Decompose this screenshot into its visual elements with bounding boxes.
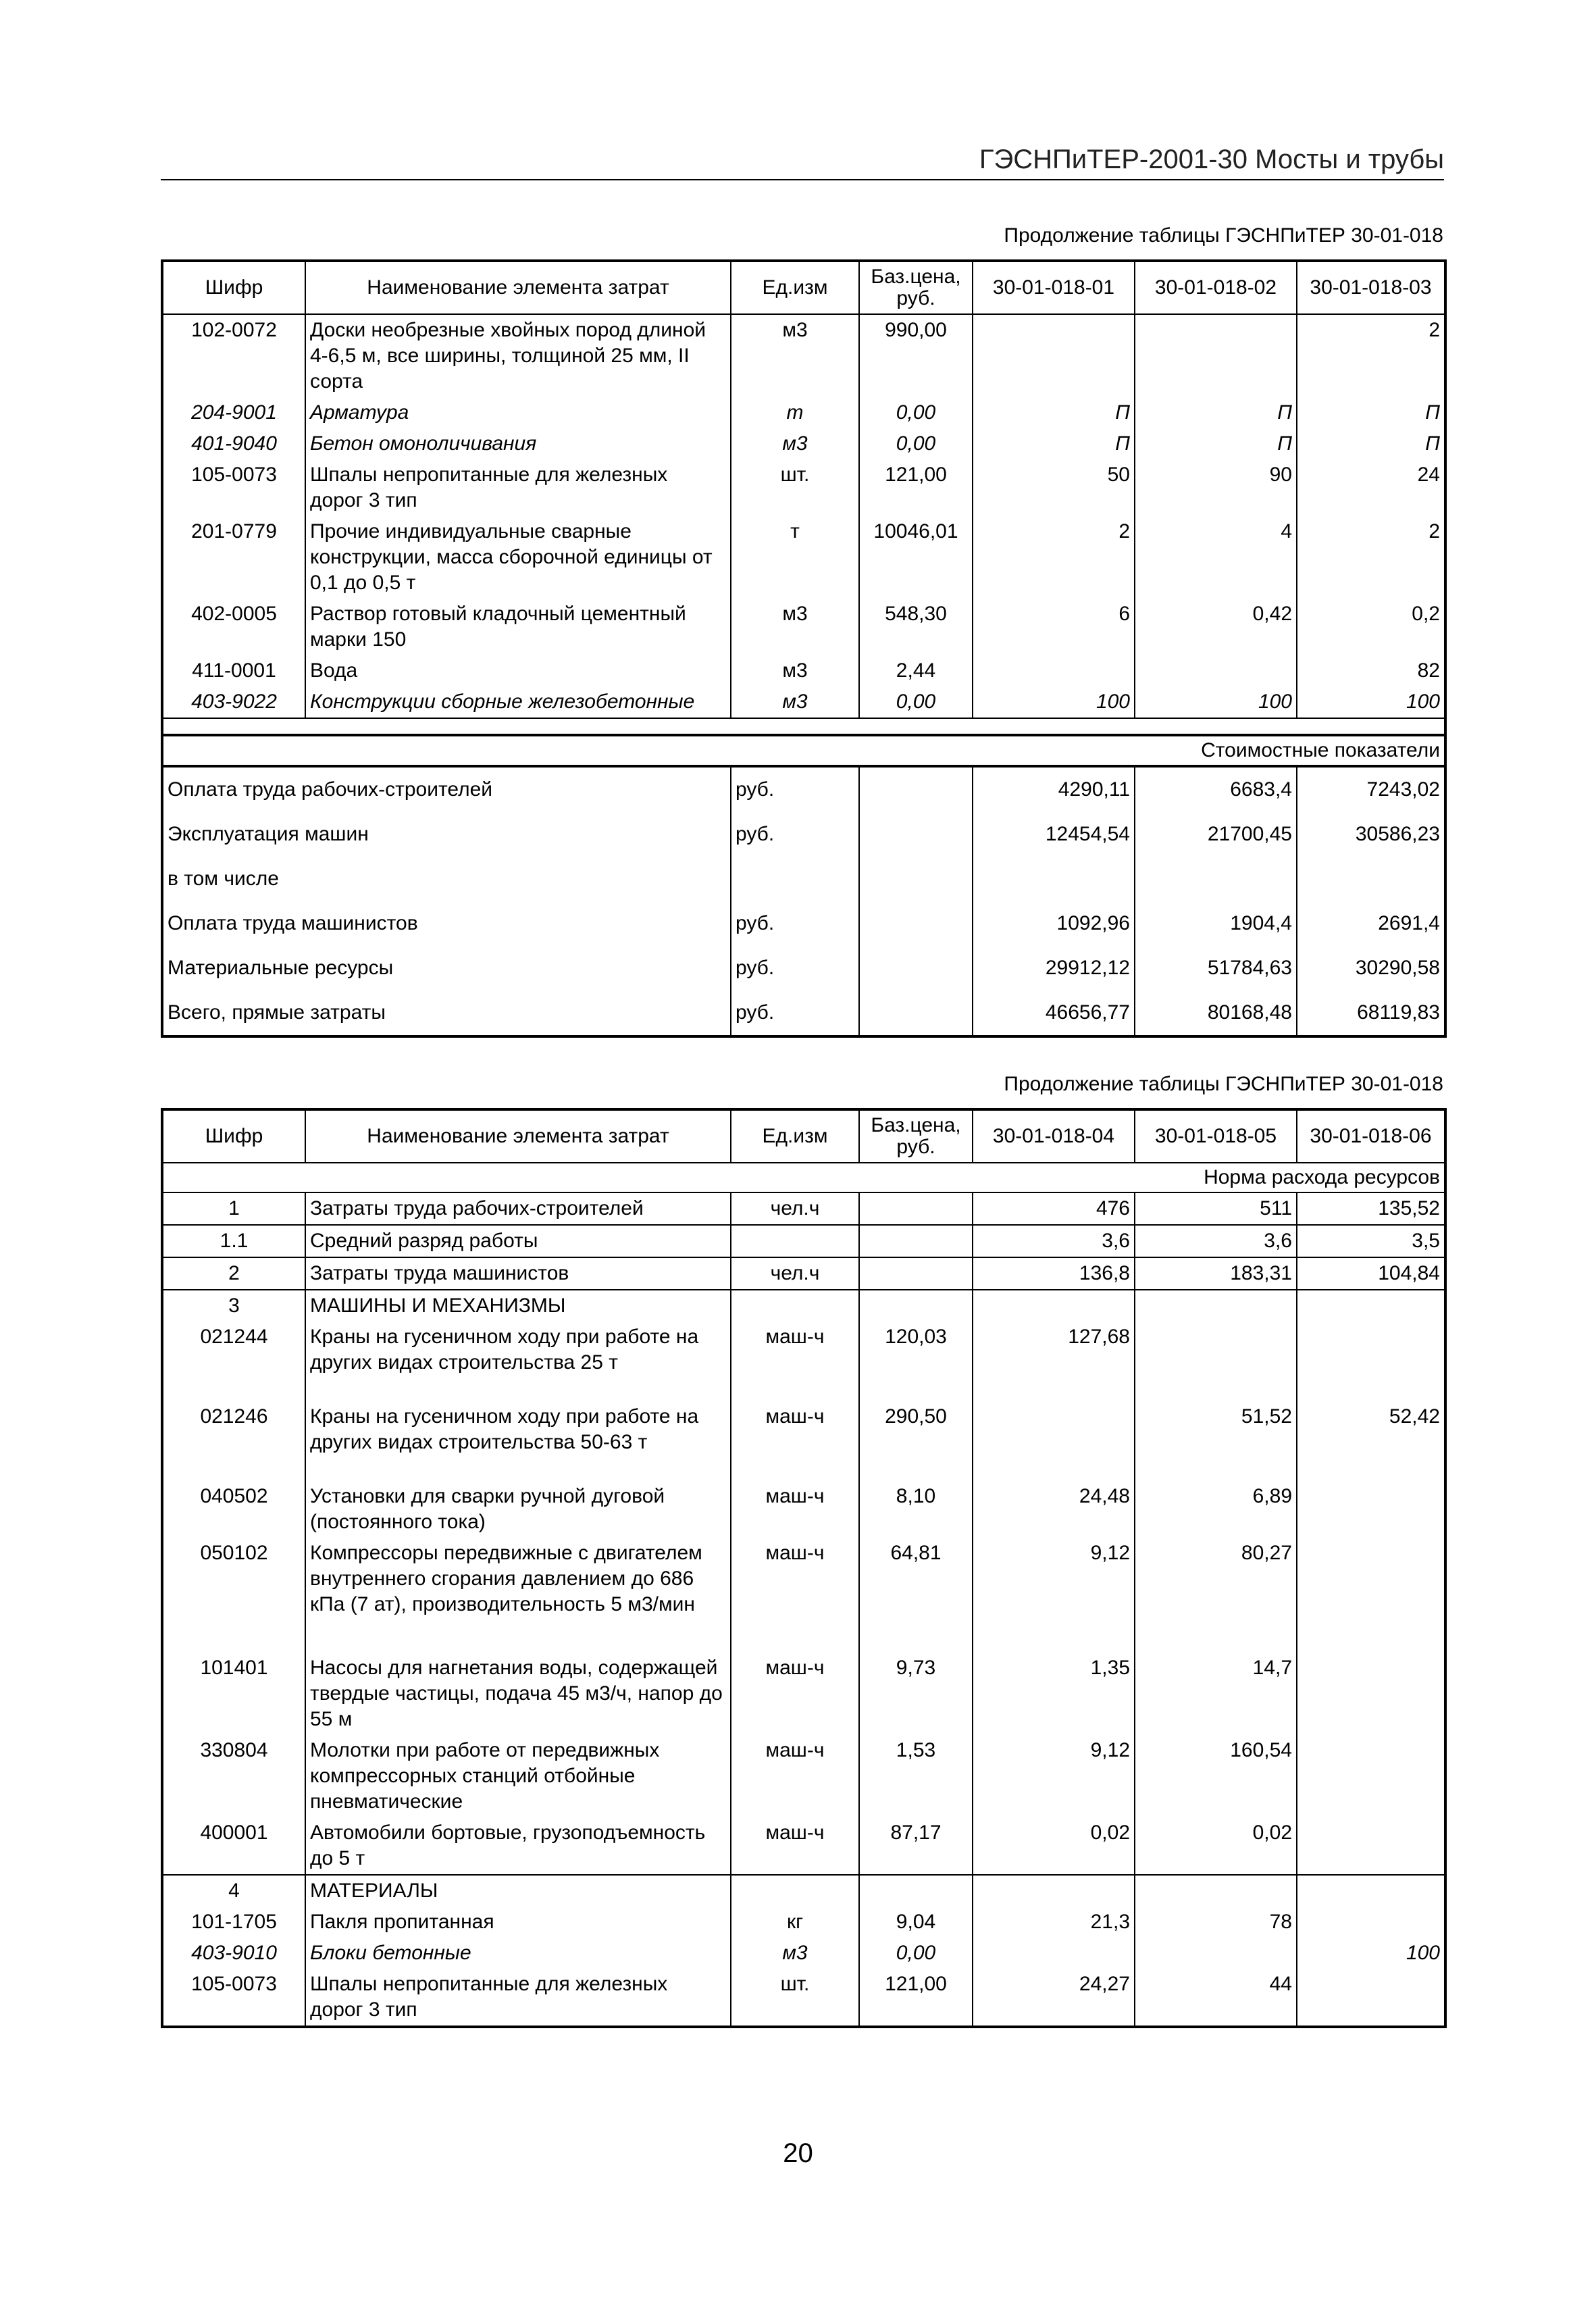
cell-v3: П	[1297, 428, 1445, 459]
cell-v2: 0,42	[1135, 599, 1297, 655]
cost-unit: руб.	[731, 901, 859, 946]
cell-unit	[731, 1225, 859, 1257]
cell-v1: П	[973, 428, 1135, 459]
cost-v1	[973, 857, 1135, 901]
cost-v2: 1904,4	[1135, 901, 1297, 946]
cell-code: 101-1705	[162, 1907, 305, 1938]
material-row	[162, 1938, 1445, 1969]
section-row-materials	[162, 1875, 1445, 1907]
cell-name: Конструкции сборные железобетонные	[305, 686, 731, 718]
cell-price: 290,50	[859, 1401, 973, 1481]
table-row	[162, 655, 1445, 686]
cell-v3	[1297, 1538, 1445, 1653]
cell-v1: 2	[973, 516, 1135, 599]
cell-code: 403-9022	[162, 686, 305, 718]
cell-v2: 100	[1135, 686, 1297, 718]
cost-label: в том числе	[168, 867, 279, 890]
cell-name: Компрессоры передвижные с двигателем внутреннего сгорания давлением до 686 кПа (7 ат), производительность 5 м3/мин	[305, 1538, 731, 1653]
cost-v2: 51784,63	[1135, 946, 1297, 990]
cell-price: 1,53	[859, 1735, 973, 1817]
cell-unit: кг	[731, 1907, 859, 1938]
cell-v1: 476	[973, 1192, 1135, 1225]
cell-v1: 24,48	[973, 1481, 1135, 1538]
cost-unit: руб.	[731, 812, 859, 857]
cost-row	[162, 901, 1445, 946]
cell-code: 400001	[162, 1817, 305, 1875]
cell-v3: 104,84	[1297, 1257, 1445, 1290]
cell-price: 64,81	[859, 1538, 973, 1653]
cell-v1: 9,12	[973, 1735, 1135, 1817]
cost-price-empty	[859, 857, 973, 901]
cell-name: Установки для сварки ручной дуговой (постоянного тока)	[305, 1481, 731, 1538]
cell-price: 990,00	[859, 314, 973, 397]
cell-unit: м3	[731, 599, 859, 655]
cell-v3: 135,52	[1297, 1192, 1445, 1225]
col-price: Баз.цена, руб.	[859, 261, 973, 314]
cost-indicators-caption: Стоимостные показатели	[162, 735, 1445, 766]
cost-v3: 68119,83	[1297, 990, 1445, 1036]
cell-unit: маш-ч	[731, 1653, 859, 1735]
table-row	[162, 686, 1445, 718]
cell-v2: П	[1135, 397, 1297, 428]
cell-unit: маш-ч	[731, 1401, 859, 1481]
cost-v1: 46656,77	[973, 990, 1135, 1036]
cell-name: Прочие индивидуальные сварные конструкции, масса сборочной единицы от 0,1 до 0,5 т	[305, 516, 731, 599]
machine-row	[162, 1735, 1445, 1817]
spacer-row	[162, 718, 1445, 735]
col-unit: Ед.изм	[731, 1109, 859, 1163]
cell-price	[859, 1192, 973, 1225]
col-name: Наименование элемента затрат	[305, 261, 731, 314]
cell-price: 2,44	[859, 655, 973, 686]
col-code: Шифр	[162, 261, 305, 314]
cell-v2	[1135, 314, 1297, 397]
cell-unit: м3	[731, 314, 859, 397]
cell-price: 8,10	[859, 1481, 973, 1538]
cost-label: Эксплуатация машин	[168, 823, 369, 845]
cell-name: Автомобили бортовые, грузоподъемность до 5 т	[305, 1817, 731, 1875]
table2-caption: Продолжение таблицы ГЭСНПиТЕР 30-01-018	[1004, 1073, 1443, 1095]
cost-price-empty	[859, 901, 973, 946]
cell-v1: 21,3	[973, 1907, 1135, 1938]
cell-code: 105-0073	[162, 459, 305, 516]
norm-caption: Норма расхода ресурсов	[162, 1163, 1445, 1192]
cost-label: Всего, прямые затраты	[168, 1001, 386, 1024]
cell-name: Затраты труда рабочих-строителей	[305, 1192, 731, 1225]
cell-v1	[973, 655, 1135, 686]
cell-unit: т	[731, 397, 859, 428]
cell-code: 1.1	[162, 1225, 305, 1257]
cell-v2	[1135, 1322, 1297, 1401]
cost-price-empty	[859, 990, 973, 1036]
cell-unit: м3	[731, 1938, 859, 1969]
cost-label: Оплата труда рабочих-строителей	[168, 778, 493, 801]
cost-price-empty	[859, 766, 973, 812]
cost-v3: 7243,02	[1297, 766, 1445, 812]
cell-unit: маш-ч	[731, 1817, 859, 1875]
cell-name: Средний разряд работы	[305, 1225, 731, 1257]
cell-code: 021244	[162, 1322, 305, 1401]
cell-code: 204-9001	[162, 397, 305, 428]
cost-v2	[1135, 857, 1297, 901]
section-title: МАШИНЫ И МЕХАНИЗМЫ	[305, 1290, 731, 1322]
cell-code: 105-0073	[162, 1969, 305, 2027]
col-05: 30-01-018-05	[1135, 1109, 1297, 1163]
cell-name: Бетон омоноличивания	[305, 428, 731, 459]
cost-v3: 30290,58	[1297, 946, 1445, 990]
cost-row	[162, 857, 1445, 901]
cell-v3	[1297, 1735, 1445, 1817]
cell-v1	[973, 1401, 1135, 1481]
cell-name: Блоки бетонные	[305, 1938, 731, 1969]
cell-code: 201-0779	[162, 516, 305, 599]
cost-row	[162, 766, 1445, 812]
cost-unit: руб.	[731, 946, 859, 990]
cell-price: 121,00	[859, 1969, 973, 2027]
cell-code: 411-0001	[162, 655, 305, 686]
resource-table-1	[161, 259, 1447, 1038]
page-header	[161, 139, 1444, 180]
cell-unit: маш-ч	[731, 1481, 859, 1538]
cell-v3: 24	[1297, 459, 1445, 516]
table-row	[162, 428, 1445, 459]
cell-unit: м3	[731, 686, 859, 718]
cell-name: Шпалы непропитанные для железных дорог 3 тип	[305, 1969, 731, 2027]
cell-v1: 6	[973, 599, 1135, 655]
cell-v1: 127,68	[973, 1322, 1135, 1401]
col-name: Наименование элемента затрат	[305, 1109, 731, 1163]
cell-price: 120,03	[859, 1322, 973, 1401]
cell-name: Пакля пропитанная	[305, 1907, 731, 1938]
cell-price: 87,17	[859, 1817, 973, 1875]
machine-row	[162, 1481, 1445, 1538]
cost-price-empty	[859, 812, 973, 857]
machine-row	[162, 1538, 1445, 1653]
cell-name: Шпалы непропитанные для железных дорог 3 тип	[305, 459, 731, 516]
cell-code: 021246	[162, 1401, 305, 1481]
cell-code: 040502	[162, 1481, 305, 1538]
cell-name: Насосы для нагнетания воды, содержащей твердые частицы, подача 45 м3/ч, напор до 55 м	[305, 1653, 731, 1735]
cell-v2: 0,02	[1135, 1817, 1297, 1875]
machine-row	[162, 1401, 1445, 1481]
page-number: 20	[783, 2138, 813, 2168]
cell-v3	[1297, 1907, 1445, 1938]
cell-price: 9,04	[859, 1907, 973, 1938]
cell-unit: маш-ч	[731, 1735, 859, 1817]
cell-price: 0,00	[859, 428, 973, 459]
cell-v3: 0,2	[1297, 599, 1445, 655]
section-code: 3	[162, 1290, 305, 1322]
cost-v3: 2691,4	[1297, 901, 1445, 946]
cell-v1: 1,35	[973, 1653, 1135, 1735]
cost-label: Материальные ресурсы	[168, 957, 394, 979]
cell-v1: 50	[973, 459, 1135, 516]
table-row	[162, 599, 1445, 655]
cost-v3: 30586,23	[1297, 812, 1445, 857]
cell-v2: 80,27	[1135, 1538, 1297, 1653]
cell-code: 101401	[162, 1653, 305, 1735]
cost-v1: 12454,54	[973, 812, 1135, 857]
cell-name: Арматура	[305, 397, 731, 428]
cell-code: 102-0072	[162, 314, 305, 397]
cell-v2: 90	[1135, 459, 1297, 516]
cost-v1: 4290,11	[973, 766, 1135, 812]
cell-v3: 52,42	[1297, 1401, 1445, 1481]
cell-v2: 44	[1135, 1969, 1297, 2027]
cell-unit: шт.	[731, 459, 859, 516]
cell-v2: 511	[1135, 1192, 1297, 1225]
labor-row	[162, 1225, 1445, 1257]
cell-v2: 183,31	[1135, 1257, 1297, 1290]
cost-v3	[1297, 857, 1445, 901]
cell-name: Затраты труда машинистов	[305, 1257, 731, 1290]
cost-price-empty	[859, 946, 973, 990]
cell-price: 0,00	[859, 686, 973, 718]
cell-v1: 100	[973, 686, 1135, 718]
cell-price	[859, 1257, 973, 1290]
cell-v3	[1297, 1969, 1445, 2027]
norm-caption-row	[162, 1163, 1445, 1192]
cell-name: Краны на гусеничном ходу при работе на других видах строительства 25 т	[305, 1322, 731, 1401]
cost-v2: 21700,45	[1135, 812, 1297, 857]
cell-unit: т	[731, 516, 859, 599]
cell-v1: 136,8	[973, 1257, 1135, 1290]
section-row-machines	[162, 1290, 1445, 1322]
col-price: Баз.цена, руб.	[859, 1109, 973, 1163]
cell-unit: шт.	[731, 1969, 859, 2027]
material-row	[162, 1969, 1445, 2027]
table-header-row	[162, 1109, 1445, 1163]
cost-indicators-caption-row	[162, 735, 1445, 766]
cell-v1: 0,02	[973, 1817, 1135, 1875]
cell-v2: 6,89	[1135, 1481, 1297, 1538]
cost-row	[162, 990, 1445, 1036]
cell-v2: 78	[1135, 1907, 1297, 1938]
cell-price	[859, 1225, 973, 1257]
machine-row	[162, 1322, 1445, 1401]
material-row	[162, 1907, 1445, 1938]
cell-unit: чел.ч	[731, 1192, 859, 1225]
table-row	[162, 516, 1445, 599]
cell-v2: 160,54	[1135, 1735, 1297, 1817]
machine-row	[162, 1817, 1445, 1875]
cell-price: 0,00	[859, 397, 973, 428]
cost-v2: 80168,48	[1135, 990, 1297, 1036]
table1-caption: Продолжение таблицы ГЭСНПиТЕР 30-01-018	[1004, 224, 1443, 247]
cell-v1: 9,12	[973, 1538, 1135, 1653]
cell-code: 402-0005	[162, 599, 305, 655]
cell-name: Раствор готовый кладочный цементный марки 150	[305, 599, 731, 655]
cell-v3: 100	[1297, 1938, 1445, 1969]
cost-v2: 6683,4	[1135, 766, 1297, 812]
cell-v3: 3,5	[1297, 1225, 1445, 1257]
col-04: 30-01-018-04	[973, 1109, 1135, 1163]
col-01: 30-01-018-01	[973, 261, 1135, 314]
cell-v3: П	[1297, 397, 1445, 428]
cost-row	[162, 946, 1445, 990]
cell-price: 9,73	[859, 1653, 973, 1735]
cell-v3: 2	[1297, 314, 1445, 397]
cell-v2	[1135, 1938, 1297, 1969]
cell-price: 10046,01	[859, 516, 973, 599]
cell-v3: 2	[1297, 516, 1445, 599]
table-row	[162, 459, 1445, 516]
cell-v2: П	[1135, 428, 1297, 459]
cost-v1: 29912,12	[973, 946, 1135, 990]
cell-code: 403-9010	[162, 1938, 305, 1969]
cell-v1: 24,27	[973, 1969, 1135, 2027]
cell-v1: 3,6	[973, 1225, 1135, 1257]
section-code: 4	[162, 1875, 305, 1907]
col-code: Шифр	[162, 1109, 305, 1163]
cell-v3	[1297, 1653, 1445, 1735]
cell-unit: чел.ч	[731, 1257, 859, 1290]
cell-v3	[1297, 1481, 1445, 1538]
cell-v2: 51,52	[1135, 1401, 1297, 1481]
cell-v1: П	[973, 397, 1135, 428]
cell-v1	[973, 314, 1135, 397]
cost-row	[162, 812, 1445, 857]
cell-v2: 14,7	[1135, 1653, 1297, 1735]
cell-code: 2	[162, 1257, 305, 1290]
col-06: 30-01-018-06	[1297, 1109, 1445, 1163]
cell-name: Вода	[305, 655, 731, 686]
cell-code: 401-9040	[162, 428, 305, 459]
cell-v2: 3,6	[1135, 1225, 1297, 1257]
cost-unit	[731, 857, 859, 901]
cell-price: 121,00	[859, 459, 973, 516]
cost-unit: руб.	[731, 766, 859, 812]
cell-unit: м3	[731, 655, 859, 686]
table-header-row	[162, 261, 1445, 314]
cell-code: 1	[162, 1192, 305, 1225]
cell-code: 050102	[162, 1538, 305, 1653]
labor-row	[162, 1257, 1445, 1290]
cell-name: Краны на гусеничном ходу при работе на других видах строительства 50-63 т	[305, 1401, 731, 1481]
cell-code: 330804	[162, 1735, 305, 1817]
cell-price: 548,30	[859, 599, 973, 655]
cell-v2: 4	[1135, 516, 1297, 599]
cell-unit: маш-ч	[731, 1322, 859, 1401]
machine-row	[162, 1653, 1445, 1735]
labor-row	[162, 1192, 1445, 1225]
cost-v1: 1092,96	[973, 901, 1135, 946]
cell-unit: маш-ч	[731, 1538, 859, 1653]
cell-v3	[1297, 1817, 1445, 1875]
table-row	[162, 314, 1445, 397]
section-title: МАТЕРИАЛЫ	[305, 1875, 731, 1907]
cell-v3	[1297, 1322, 1445, 1401]
cell-name: Доски необрезные хвойных пород длиной 4-6,5 м, все ширины, толщиной 25 мм, II сорта	[305, 314, 731, 397]
col-02: 30-01-018-02	[1135, 261, 1297, 314]
table-row	[162, 397, 1445, 428]
cost-unit: руб.	[731, 990, 859, 1036]
cell-price: 0,00	[859, 1938, 973, 1969]
cell-name: Молотки при работе от передвижных компрессорных станций отбойные пневматические	[305, 1735, 731, 1817]
document-title: ГЭСНПиТЕР-2001-30 Мосты и трубы	[979, 145, 1444, 174]
cell-unit: м3	[731, 428, 859, 459]
cell-v3: 100	[1297, 686, 1445, 718]
cell-v3: 82	[1297, 655, 1445, 686]
cell-v2	[1135, 655, 1297, 686]
col-unit: Ед.изм	[731, 261, 859, 314]
cell-v1	[973, 1938, 1135, 1969]
col-03: 30-01-018-03	[1297, 261, 1445, 314]
resource-table-2	[161, 1108, 1447, 2028]
cost-label: Оплата труда машинистов	[168, 912, 418, 934]
